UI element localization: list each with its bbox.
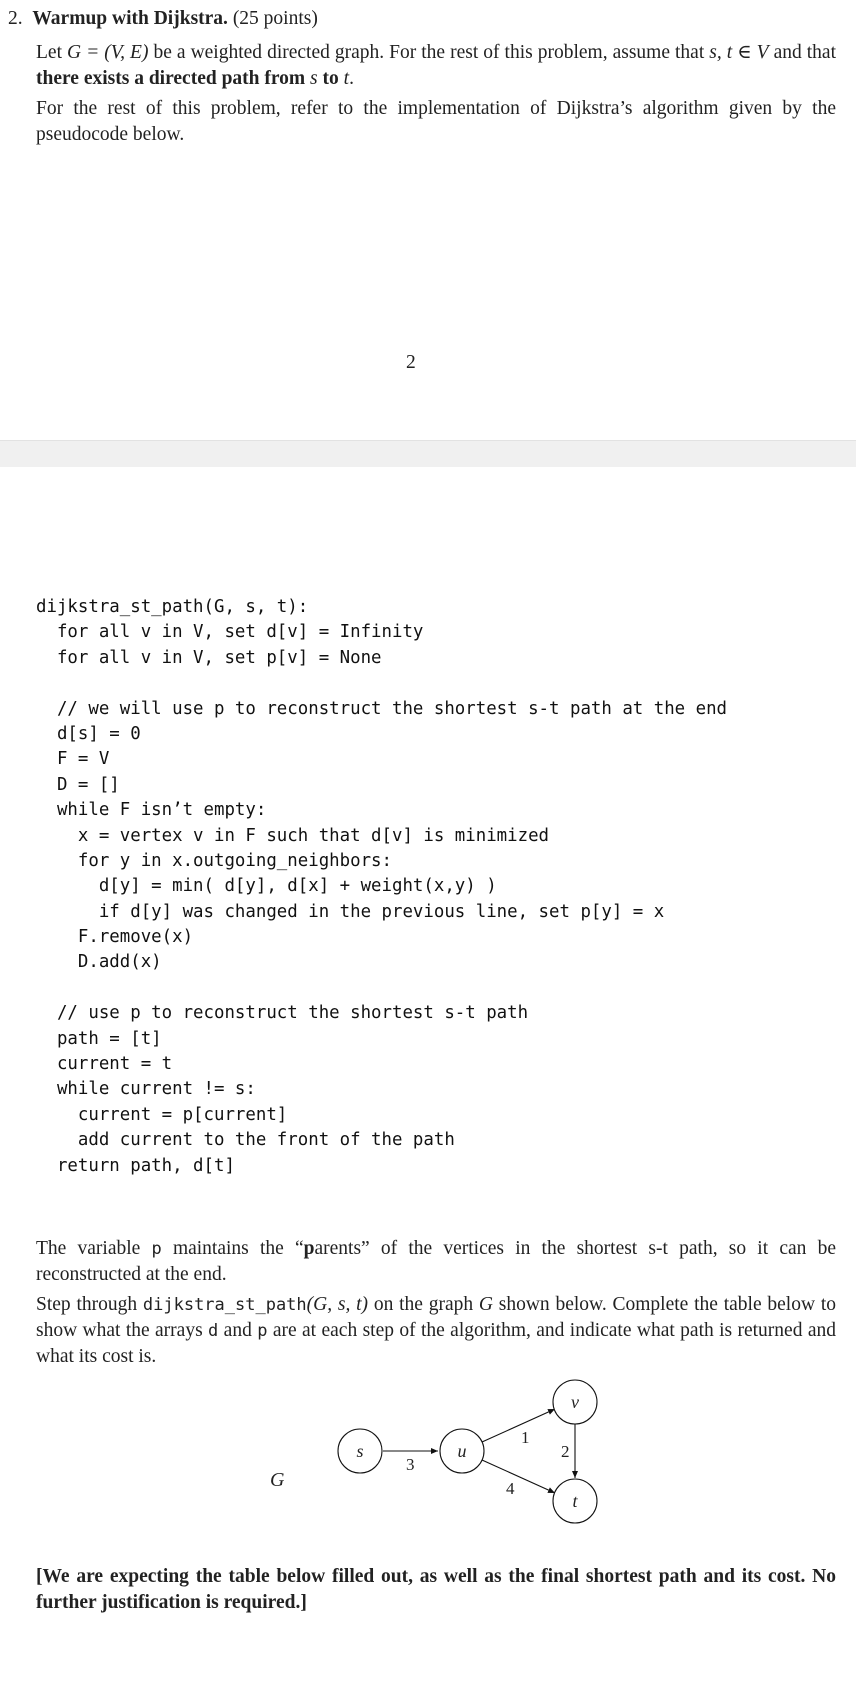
edge-weight-v-t: 2 <box>561 1442 570 1461</box>
edge-weight-u-t: 4 <box>506 1479 515 1498</box>
problem-heading <box>8 6 318 32</box>
function-name: dijkstra_st_path <box>142 1295 307 1315</box>
code-line: add current to the front of the path <box>36 1130 455 1151</box>
math-st-in-v: s, t ∈ V <box>709 42 769 63</box>
code-line: F = V <box>36 749 110 770</box>
math-graph-def: G = (V, E) <box>67 42 149 63</box>
svg-text:u: u <box>457 1441 467 1461</box>
code-line: // we will use p to reconstruct the shortest s-t path at the end <box>36 698 728 719</box>
edge-weight-s-u: 3 <box>406 1455 415 1474</box>
edge-u-t <box>482 1460 555 1493</box>
code-line: for all v in V, set p[v] = None <box>36 647 382 668</box>
node-u <box>440 1429 484 1473</box>
expectation-note: [We are expecting the table below filled out, as well as the final shortest path and its cost. No further justification is required.] <box>36 1566 836 1613</box>
svg-text:v: v <box>571 1392 579 1412</box>
code-line: current = p[current] <box>36 1104 288 1125</box>
step-paragraph: Step through dijkstra_st_path(G, s, t) on the graph G shown below. Complete the table below to show what the arrays d and p are at each step of the algorithm, and indicate what path is returned and what its cost is. <box>36 1294 836 1367</box>
code-line: d[y] = min( d[y], d[x] + weight(x,y) ) <box>36 876 497 897</box>
code-line: current = t <box>36 1054 173 1075</box>
page-number: 2 <box>406 352 416 373</box>
svg-text:s: s <box>356 1441 364 1461</box>
page-1 <box>0 0 856 440</box>
code-line: while F isn’t empty: <box>36 800 267 821</box>
code-line <box>36 671 727 696</box>
code-line: path = [t] <box>36 1028 162 1049</box>
page-separator <box>0 440 856 468</box>
node-t <box>553 1479 597 1523</box>
code-line: F.remove(x) <box>36 927 194 948</box>
code-line: D = [] <box>36 774 120 795</box>
intro-paragraph-2: For the rest of this problem, refer to the implementation of Dijkstra’s algorithm given by the pseudocode below. <box>36 98 836 145</box>
problem-points: (25 points) <box>232 8 318 29</box>
pseudocode-block <box>36 595 727 1179</box>
code-line: while current != s: <box>36 1079 256 1100</box>
code-line: if d[y] was changed in the previous line, set p[y] = x <box>36 901 665 922</box>
code-line: D.add(x) <box>36 952 162 973</box>
graph-label: G <box>270 1469 285 1491</box>
code-line <box>36 976 727 1001</box>
edge-u-v <box>482 1409 555 1442</box>
code-line: // use p to reconstruct the shortest s-t path <box>36 1003 529 1024</box>
code-line: dijkstra_st_path(G, s, t): <box>36 597 309 617</box>
node-s <box>338 1429 382 1473</box>
svg-text:t: t <box>572 1491 578 1511</box>
problem-number: 2. <box>8 8 23 29</box>
code-line: for y in x.outgoing_neighbors: <box>36 850 392 871</box>
graph-figure <box>0 1370 856 1550</box>
problem-title: Warmup with Dijkstra. <box>32 8 228 29</box>
code-line: for all v in V, set d[v] = Infinity <box>36 622 424 643</box>
node-v <box>553 1380 597 1424</box>
code-line: x = vertex v in F such that d[v] is minimized <box>36 825 550 846</box>
parents-paragraph: The variable p maintains the “parents” of the vertices in the shortest s-t path, so it can be reconstructed at the end. <box>36 1238 836 1285</box>
intro-paragraph-1: Let G = (V, E) be a weighted directed graph. For the rest of this problem, assume that s, t ∈ V and that there exists a directed path from s to t. <box>36 42 836 89</box>
code-line: d[s] = 0 <box>36 723 141 744</box>
code-line: return path, d[t] <box>36 1155 235 1176</box>
edge-weight-u-v: 1 <box>521 1428 530 1447</box>
